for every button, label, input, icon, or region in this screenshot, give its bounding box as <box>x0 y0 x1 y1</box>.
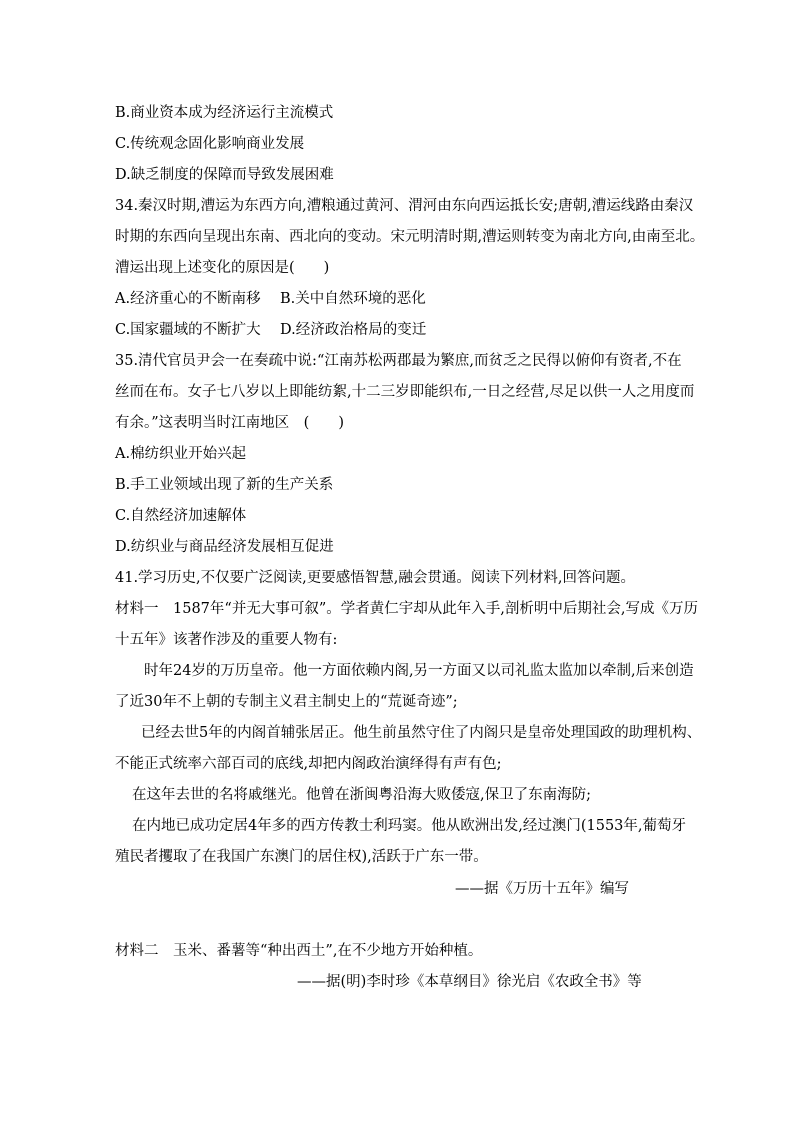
q35-option-a: A.棉纺织业开始兴起 <box>115 446 247 462</box>
material-1-intro-line-1: 材料一 1587年“并无大事可叙”。学者黄仁宇却从此年入手,剖析明中后期社会,写成《万历 <box>115 601 698 617</box>
q34-stem-line-2: 时期的东西向呈现出东南、西北向的变动。宋元明清时期,漕运则转变为南北方向,由南至北。 <box>115 229 705 245</box>
q35-option-d: D.纺织业与商品经济发展相互促进 <box>115 539 334 555</box>
q34-option-c: C.国家疆域的不断扩大 <box>115 322 261 338</box>
material-1-paragraph-4-line-1: 在内地已成功定居4年多的西方传教士利玛窦。他从欧洲出发,经过澳门(1553年,葡萄牙 <box>132 818 686 834</box>
q41-stem: 41.学习历史,不仅要广泛阅读,更要感悟智慧,融会贯通。阅读下列材料,回答问题。 <box>115 570 635 586</box>
material-1-source: ——据《万历十五年》编写 <box>455 881 629 897</box>
material-1-paragraph-2-line-2: 不能正式统率六部百司的底线,却把内阁政治演绎得有声有色; <box>115 756 502 772</box>
material-1-paragraph-1-line-2: 了近30年不上朝的专制主义君主制史上的“荒诞奇迹”; <box>115 694 458 710</box>
material-1-paragraph-2-line-1: 已经去世5年的内阁首辅张居正。他生前虽然守住了内阁只是皇帝处理国政的助理机构、 <box>141 725 702 741</box>
q35-stem-line-1: 35.清代官员尹会一在奏疏中说:“江南苏松两郡最为繁庶,而贫乏之民得以俯仰有资者,不在 <box>115 353 682 369</box>
q35-option-b: B.手工业领域出现了新的生产关系 <box>115 477 334 493</box>
q35-stem-line-3: 有余。”这表明当时江南地区 ( ) <box>115 415 344 431</box>
q34-option-d: D.经济政治格局的变迁 <box>280 322 427 338</box>
material-1-paragraph-4-line-2: 殖民者攫取了在我国广东澳门的居住权),活跃于广东一带。 <box>115 849 488 865</box>
q33-option-d: D.缺乏制度的保障而导致发展困难 <box>115 167 334 183</box>
q34-option-a: A.经济重心的不断南移 <box>115 291 261 307</box>
q35-stem-line-2: 丝而在布。女子七八岁以上即能纺絮,十二三岁即能织布,一日之经营,尽足以供一人之用度而 <box>115 384 695 400</box>
q34-option-b: B.关中自然环境的恶化 <box>280 291 426 307</box>
material-1-paragraph-3: 在这年去世的名将戚继光。他曾在浙闽粤沿海大败倭寇,保卫了东南海防; <box>132 787 591 803</box>
q35-option-c: C.自然经济加速解体 <box>115 508 247 524</box>
material-1-paragraph-1-line-1: 时年24岁的万历皇帝。他一方面依赖内阁,另一方面又以司礼监太监加以牵制,后来创造 <box>144 663 694 679</box>
q34-stem-line-1: 34.秦汉时期,漕运为东西方向,漕粮通过黄河、渭河由东向西运抵长安;唐朝,漕运线路由秦汉 <box>115 198 694 214</box>
q33-option-c: C.传统观念固化影响商业发展 <box>115 136 305 152</box>
material-1-intro-line-2: 十五年》该著作涉及的重要人物有: <box>115 632 338 648</box>
material-2-source: ——据(明)李时珍《本草纲目》徐光启《农政全书》等 <box>297 974 642 990</box>
q33-option-b: B.商业资本成为经济运行主流模式 <box>115 105 334 121</box>
material-2-text: 材料二 玉米、番薯等“种出西土”,在不少地方开始种植。 <box>115 943 483 959</box>
q34-stem-line-3: 漕运出现上述变化的原因是( ) <box>115 260 330 276</box>
